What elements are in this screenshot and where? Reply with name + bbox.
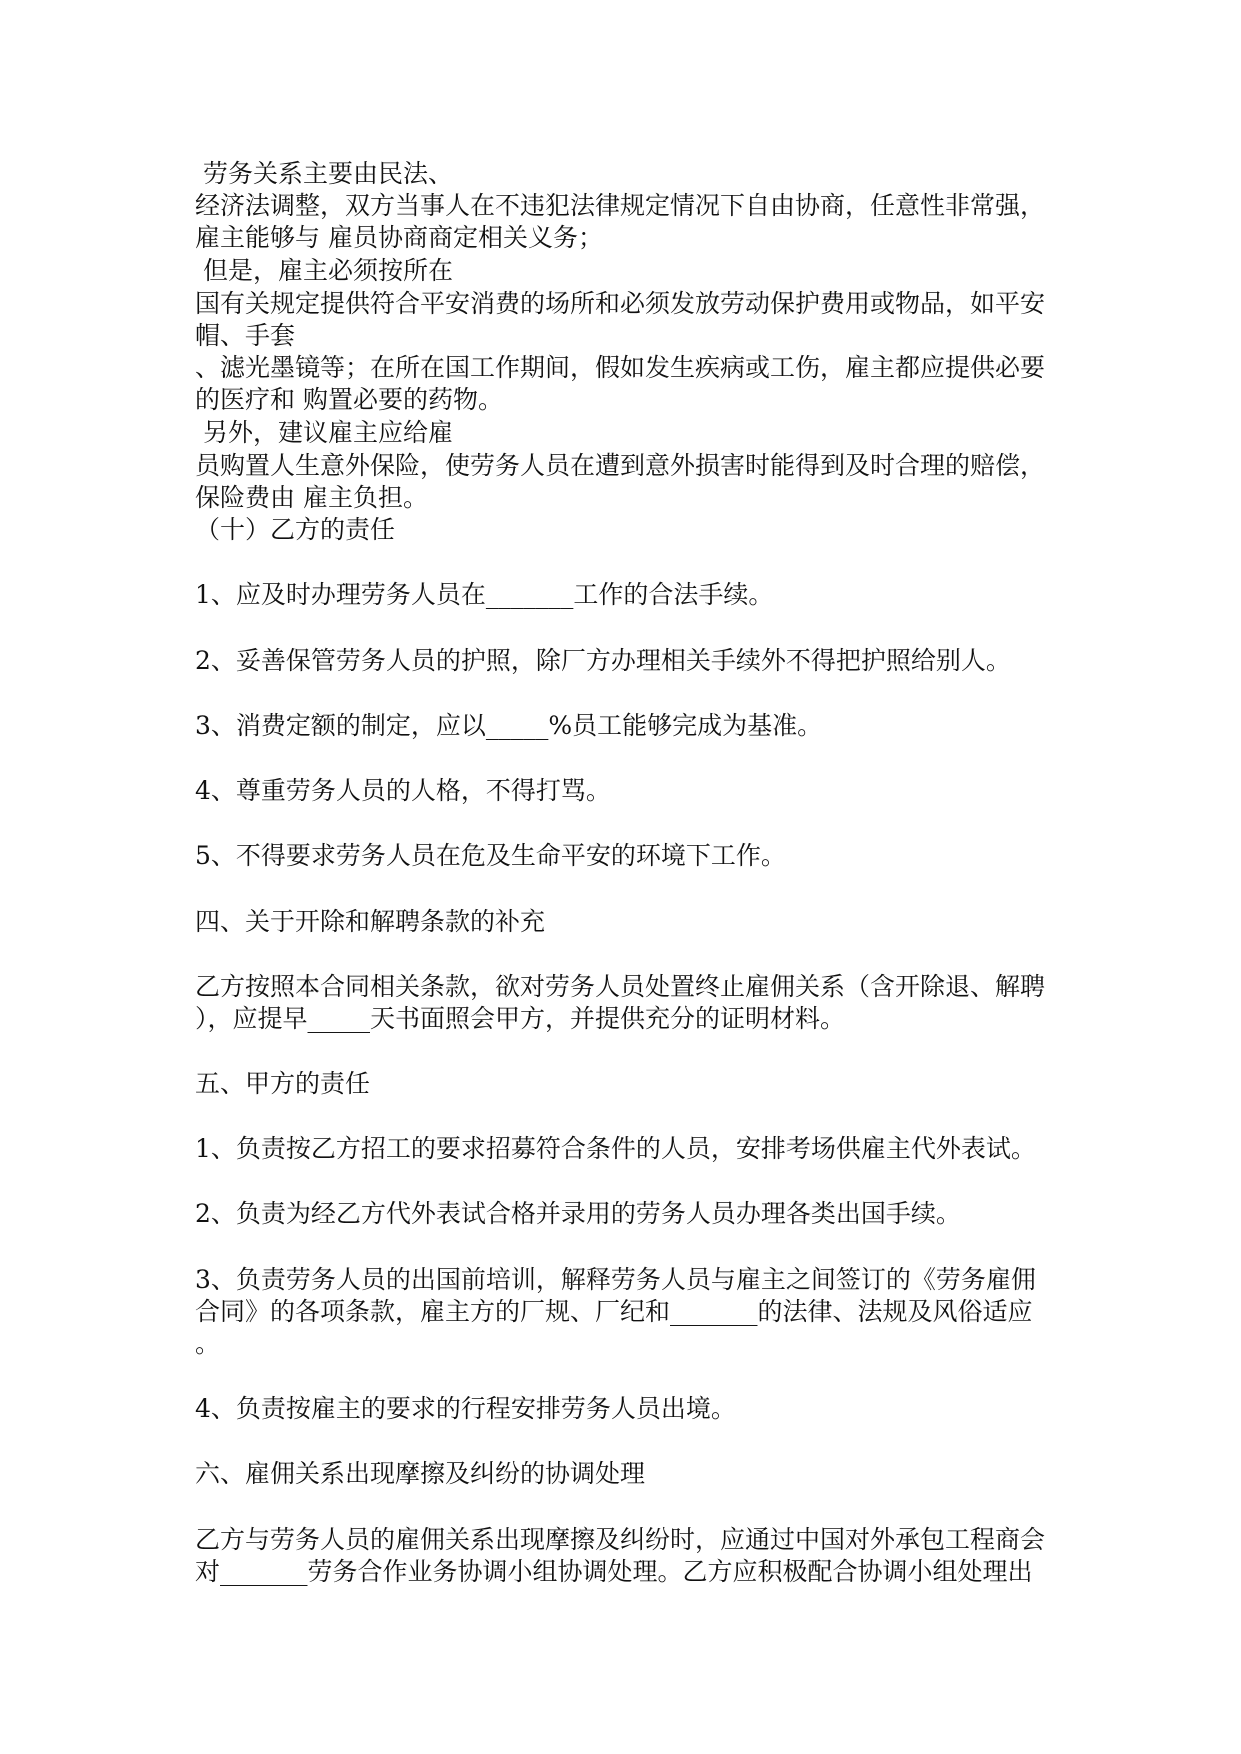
section-heading: （十）乙方的责任 — [195, 515, 396, 544]
text-line: 保险费由 雇主负担。 — [195, 483, 428, 512]
text-line: 1、应及时办理劳务人员在_______工作的合法手续。 — [195, 580, 774, 609]
text-line: 3、负责劳务人员的出国前培训，解释劳务人员与雇主之间签订的《劳务雇佣 — [195, 1265, 1036, 1294]
text-line: 4、尊重劳务人员的人格，不得打骂。 — [195, 776, 611, 805]
text-line: 4、负责按雇主的要求的行程安排劳务人员出境。 — [195, 1394, 736, 1423]
text-line: 劳务关系主要由民法、 — [195, 159, 453, 188]
text-line: ），应提早_____天书面照会甲方，并提供充分的证明材料。 — [195, 1004, 846, 1033]
section-heading: 六、雇佣关系出现摩擦及纠纷的协调处理 — [195, 1459, 646, 1488]
text-line: 、滤光墨镜等；在所在国工作期间，假如发生疾病或工伤，雇主都应提供必要 — [195, 353, 1046, 382]
text-line: 2、妥善保管劳务人员的护照，除厂方办理相关手续外不得把护照给别人。 — [195, 646, 1011, 675]
text-line: 。 — [195, 1329, 221, 1358]
text-line: 帽、手套 — [195, 321, 296, 350]
text-line: 乙方按照本合同相关条款，欲对劳务人员处置终止雇佣关系（含开除退、解聘 — [195, 972, 1046, 1001]
text-line: 国有关规定提供符合平安消费的场所和必须发放劳动保护费用或物品，如平安 — [195, 289, 1046, 318]
text-line: 雇主能够与 雇员协商商定相关义务； — [195, 223, 603, 252]
text-line: 的医疗和 购置必要的药物。 — [195, 385, 503, 414]
text-line: 2、负责为经乙方代外表试合格并录用的劳务人员办理各类出国手续。 — [195, 1199, 961, 1228]
text-line: 员购置人生意外保险，使劳务人员在遭到意外损害时能得到及时合理的赔偿， — [195, 451, 1046, 480]
text-line: 另外，建议雇主应给雇 — [195, 418, 453, 447]
text-line: 对_______劳务合作业务协调小组协调处理。乙方应积极配合协调小组处理出 — [195, 1557, 1033, 1586]
text-line: 经济法调整，双方当事人在不违犯法律规定情况下自由协商，任意性非常强， — [195, 191, 1046, 220]
section-heading: 四、关于开除和解聘条款的补充 — [195, 907, 546, 936]
text-line: 乙方与劳务人员的雇佣关系出现摩擦及纠纷时，应通过中国对外承包工程商会 — [195, 1525, 1046, 1554]
text-line: 合同》的各项条款，雇主方的厂规、厂纪和_______的法律、法规及风俗适应 — [195, 1297, 1033, 1326]
text-line: 但是，雇主必须按所在 — [195, 256, 453, 285]
text-line: 3、消费定额的制定，应以_____%员工能够完成为基准。 — [195, 711, 823, 740]
text-line: 5、不得要求劳务人员在危及生命平安的环境下工作。 — [195, 841, 786, 870]
text-line: 1、负责按乙方招工的要求招募符合条件的人员，安排考场供雇主代外表试。 — [195, 1134, 1036, 1163]
section-heading: 五、甲方的责任 — [195, 1069, 371, 1098]
